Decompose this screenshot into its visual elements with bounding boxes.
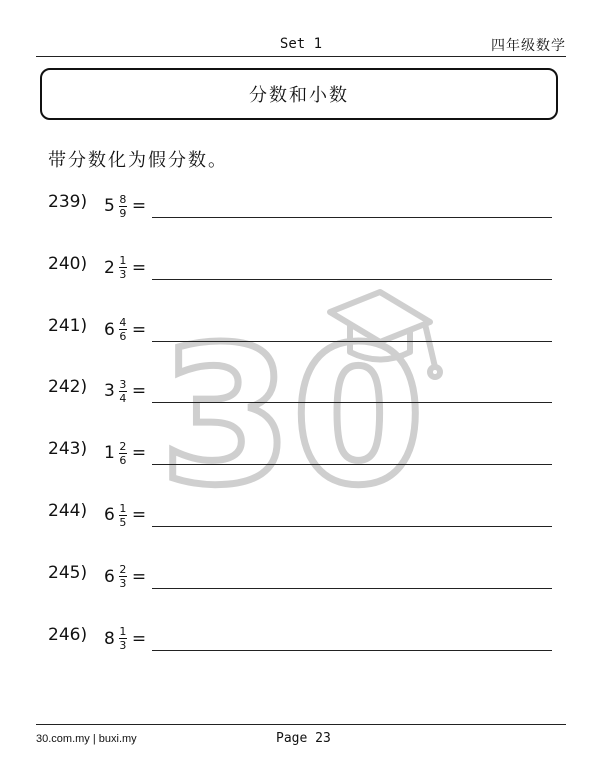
title-box: [40, 68, 558, 120]
instruction-text: 带分数化为假分数。: [48, 150, 228, 171]
mixed-number: [104, 619, 146, 659]
denominator: 5: [119, 515, 127, 529]
fraction: [119, 441, 127, 466]
question-row: [48, 619, 552, 659]
answer-line[interactable]: [152, 402, 552, 403]
fraction: [119, 379, 127, 404]
denominator: 3: [119, 268, 127, 282]
numerator: 2: [119, 439, 127, 453]
equals-sign: =: [131, 566, 147, 587]
equals-sign: =: [131, 381, 147, 402]
denominator: 9: [119, 206, 127, 220]
equals-sign: =: [131, 257, 147, 278]
question-number: 245): [48, 562, 88, 583]
answer-line[interactable]: [152, 588, 552, 589]
page-number: Page 23: [276, 731, 331, 746]
question-row: [48, 495, 552, 535]
whole-part: 6: [104, 505, 115, 525]
fraction: [119, 317, 127, 342]
answer-line[interactable]: [152, 341, 552, 342]
question-number: 246): [48, 624, 88, 645]
question-row: [48, 371, 552, 411]
numerator: 3: [119, 377, 127, 391]
page-header: [36, 34, 566, 57]
whole-part: 6: [104, 566, 115, 587]
question-number: 241): [48, 315, 88, 336]
set-label: Set 1: [279, 36, 323, 52]
mixed-number: [104, 248, 146, 288]
fraction: [119, 564, 127, 589]
mixed-number: [104, 557, 146, 597]
denominator: 3: [119, 577, 127, 591]
mixed-number: [104, 433, 146, 473]
answer-line[interactable]: [152, 650, 552, 651]
denominator: 4: [119, 391, 127, 405]
whole-part: 1: [104, 443, 115, 464]
fraction: [119, 194, 127, 219]
question-number: 244): [48, 501, 88, 521]
answer-line[interactable]: [152, 279, 552, 280]
whole-part: 2: [104, 257, 115, 278]
numerator: 1: [119, 254, 127, 268]
answer-line[interactable]: [152, 464, 552, 465]
numerator: 4: [119, 316, 127, 330]
equals-sign: =: [131, 443, 147, 464]
whole-part: 5: [104, 196, 115, 216]
mixed-number: [104, 186, 146, 226]
question-row: [48, 557, 552, 597]
mixed-number: [104, 495, 146, 535]
numerator: 2: [119, 563, 127, 577]
question-row: [48, 310, 552, 350]
denominator: 3: [119, 639, 127, 653]
answer-line[interactable]: [152, 526, 552, 527]
equals-sign: =: [131, 319, 147, 340]
fraction: [119, 255, 127, 280]
whole-part: 6: [104, 319, 115, 340]
fraction: [119, 626, 127, 651]
answer-line[interactable]: [152, 217, 552, 218]
equals-sign: =: [131, 196, 147, 216]
equals-sign: =: [131, 628, 147, 649]
footer-site: 30.com.my | buxi.my: [36, 733, 137, 745]
numerator: 1: [119, 501, 127, 515]
denominator: 6: [119, 453, 127, 467]
page-footer: [36, 724, 566, 746]
whole-part: 8: [104, 628, 115, 649]
question-row: [48, 433, 552, 473]
question-row: [48, 186, 552, 226]
question-number: 242): [48, 377, 88, 398]
numerator: 8: [119, 192, 127, 206]
question-row: [48, 248, 552, 288]
whole-part: 3: [104, 381, 115, 402]
mixed-number: [104, 310, 146, 350]
page-title: 分数和小数: [249, 85, 349, 106]
question-number: 239): [48, 192, 88, 212]
watermark-number: 30: [160, 306, 425, 502]
question-number: 243): [48, 439, 88, 460]
equals-sign: =: [131, 505, 147, 525]
fraction: [119, 503, 127, 528]
question-number: 240): [48, 253, 88, 274]
mixed-number: [104, 371, 146, 411]
numerator: 1: [119, 625, 127, 639]
grade-label: 四年级数学: [491, 38, 566, 54]
denominator: 6: [119, 330, 127, 344]
